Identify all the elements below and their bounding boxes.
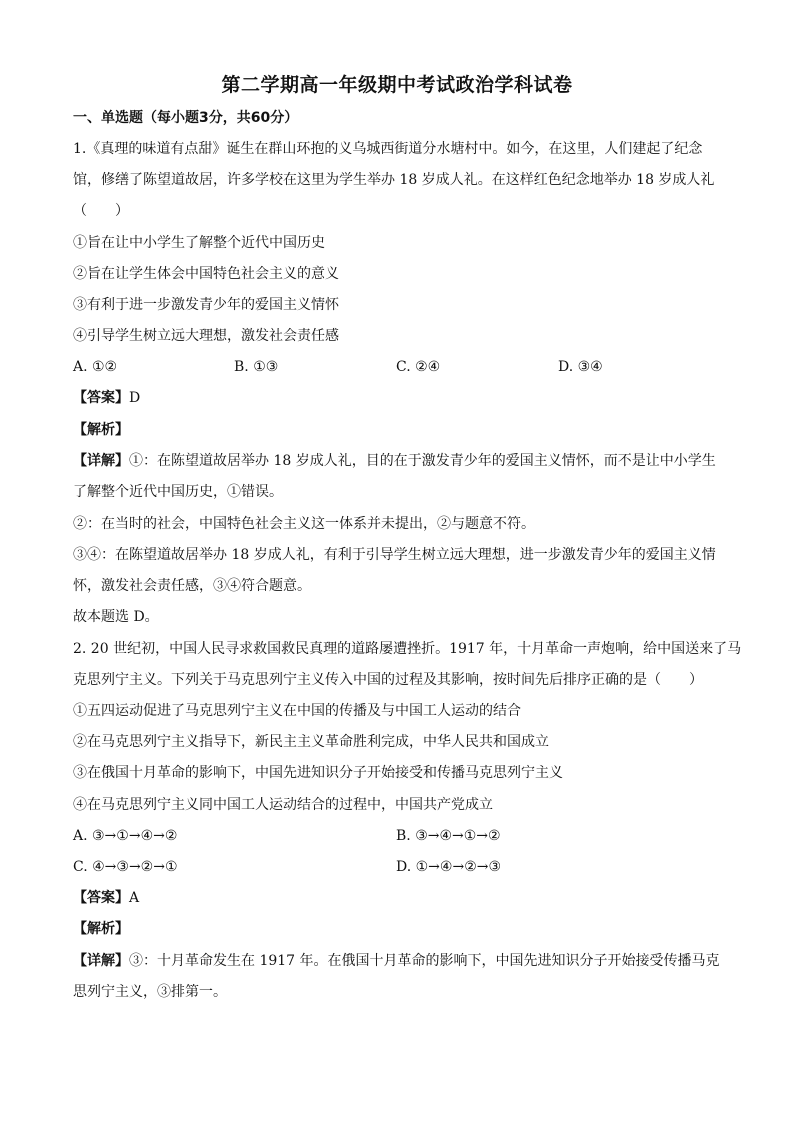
q1-option-c: C. ②④ xyxy=(396,359,441,375)
q1-item-3: ③有利于进一步激发青少年的爱国主义情怀 xyxy=(73,297,339,313)
q1-option-d: D. ③④ xyxy=(558,359,603,375)
q2-item-3: ③在俄国十月革命的影响下，中国先进知识分子开始接受和传播马克思列宁主义 xyxy=(73,765,563,781)
q1-item-1: ①旨在让中小学生了解整个近代中国历史 xyxy=(73,235,325,251)
q2-answer xyxy=(73,888,734,908)
q1-answer xyxy=(73,388,734,408)
q2-option-c: C. ④→③→②→① xyxy=(73,859,178,875)
q2-item-4: ④在马克思列宁主义同中国工人运动结合的过程中，中国共产党成立 xyxy=(73,797,493,813)
q1-option-a: A. ①② xyxy=(73,359,118,375)
q2-option-a: A. ③→①→④→② xyxy=(73,828,178,844)
section-heading: 一、单选题（每小题3分，共60分） xyxy=(73,110,299,126)
q1-detail-line2: 了解整个近代中国历史，①错误。 xyxy=(73,484,283,500)
q2-detail-text1: ③：十月革命发生在 1917 年。在俄国十月革命的影响下，中国先进知识分子开始接受传播马克 xyxy=(129,953,720,969)
q2-answer-tag: 【答案】 xyxy=(73,890,129,906)
q2-stem-line1: 2. 20 世纪初，中国人民寻求救国救民真理的道路屡遭挫折。1917 年，十月革命一声炮响，给中国送来了马 xyxy=(73,641,742,657)
q2-analysis-tag: 【解析】 xyxy=(73,921,129,937)
q2-item-2: ②在马克思列宁主义指导下，新民主主义革命胜利完成，中华人民共和国成立 xyxy=(73,734,549,750)
q2-option-b: B. ③→④→①→② xyxy=(396,828,501,844)
q1-detail-line4: ③④：在陈望道故居举办 18 岁成人礼，有利于引导学生树立远大理想，进一步激发青少年的爱国主义情 xyxy=(73,547,716,563)
q2-detail-tag: 【详解】 xyxy=(73,953,129,969)
q1-answer-tag: 【答案】 xyxy=(73,390,129,406)
q1-stem-line3: （ ） xyxy=(73,203,129,219)
q1-answer-value: D xyxy=(129,390,141,406)
q2-option-d: D. ①→④→②→③ xyxy=(396,859,502,875)
q1-conclusion: 故本题选 D。 xyxy=(73,609,159,625)
q1-option-b: B. ①③ xyxy=(234,359,279,375)
page-title: 第二学期高一年级期中考试政治学科试卷 xyxy=(221,74,573,96)
q1-detail-line5: 怀，激发社会责任感，③④符合题意。 xyxy=(73,578,311,594)
q2-answer-value: A xyxy=(129,890,140,906)
q2-detail-line2: 思列宁主义，③排第一。 xyxy=(73,984,227,1000)
q1-detail-line1 xyxy=(73,451,734,471)
q1-detail-tag: 【详解】 xyxy=(73,453,129,469)
q1-stem-line1: 1.《真理的味道有点甜》诞生在群山环抱的义乌城西街道分水塘村中。如今，在这里，人们建起了纪念 xyxy=(73,141,703,157)
q2-stem-line2: 克思列宁主义。下列关于马克思列宁主义传入中国的过程及其影响，按时间先后排序正确的是（ ） xyxy=(73,672,703,688)
q2-detail-line1 xyxy=(73,951,734,971)
q1-analysis-tag: 【解析】 xyxy=(73,422,129,438)
q1-item-4: ④引导学生树立远大理想，激发社会责任感 xyxy=(73,328,339,344)
q1-detail-line3: ②：在当时的社会，中国特色社会主义这一体系并未提出，②与题意不符。 xyxy=(73,516,535,532)
q1-detail-text1: ①：在陈望道故居举办 18 岁成人礼，目的在于激发青少年的爱国主义情怀，而不是让中小学生 xyxy=(129,453,716,469)
q1-item-2: ②旨在让学生体会中国特色社会主义的意义 xyxy=(73,266,339,282)
q1-stem-line2: 馆，修缮了陈望道故居，许多学校在这里为学生举办 18 岁成人礼。在这样红色纪念地举办 18 岁成人礼 xyxy=(73,172,715,188)
q2-item-1: ①五四运动促进了马克思列宁主义在中国的传播及与中国工人运动的结合 xyxy=(73,703,521,719)
